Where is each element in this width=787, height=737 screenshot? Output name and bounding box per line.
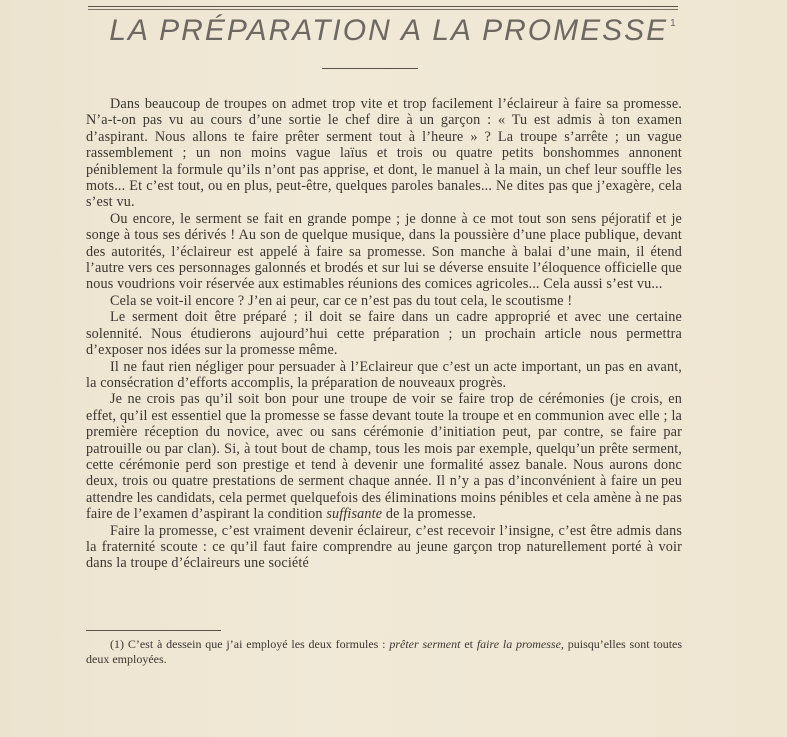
footnote-term-2: faire la promesse, [476,637,564,651]
footnote-text-a: C’est à dessein que j’ai employé les deux formules : [127,637,386,651]
paragraph-6-text: Je ne crois pas qu’il soit bon pour une troupe de voir se faire trop de cérémonies (je crois, en effet, qu’il est essentiel que la promesse se fasse devant toute la troupe et en communion avec elle ; la première réception du novice, avec ou sans cérémonie d’initiation peut, par contre, se faire par patrouille ou par clan). Si, à tout bout de champ, tous les mois par exemple, quelqu’un prête serment, cette cérémonie perd son prestige et tend à devenir une formalité assez banale. Nous aurons donc deux, trois ou quatre prestations de serment chaque année. Il n’y a pas d’inconvénient à faire un peu attendre les candidats, cela permet quelquefois des éliminations moins pénibles et cela amène à ne pas faire de l’examen d’aspirant la condition [86,391,682,523]
title-text: LA PRÉPARATION A LA PROMESSE [109,14,669,47]
page-title [0,14,787,48]
paragraph-6 [86,391,682,522]
top-rule [88,6,678,7]
paragraph-3: Cela se voit-il encore ? J’en ai peur, car ce n’est pas du tout cela, le scoutisme ! [110,292,573,309]
paragraph-5: Il ne faut rien négliger pour persuader à l’Eclaireur que c’est un acte important, un pas en avant, la consécration d’efforts accomplis, la préparation de nouveaux progrès. [86,358,682,391]
title-footnote-marker: 1 [670,18,678,29]
paragraph-6-end: de la promesse. [385,506,477,523]
footnote-separator [86,630,221,631]
footnote-text [86,637,682,666]
footnote [86,637,682,666]
footnote-number: (1) [110,637,124,651]
article-body [86,96,682,572]
paragraph-4: Le serment doit être préparé ; il doit se faire dans un cadre approprié et avec une certaine solennité. Nous étudierons aujourd’hui cette préparation ; un prochain article nous permettra d’exposer nos idées sur la promesse même. [86,309,682,359]
footnote-text-b: puisqu’elles sont toutes deux employées. [86,637,683,666]
paragraph-6-emphasis: suffisante [326,506,383,523]
footnote-term-1: prêter serment [389,637,461,651]
title-separator [322,68,418,69]
footnote-joiner: et [464,637,473,651]
top-rule-secondary [88,9,678,10]
paragraph-1: Dans beaucoup de troupes on admet trop vite et trop facilement l’éclaireur à faire sa promesse. N’a-t-on pas vu au cours d’une sortie le chef dire à un garçon : « Tu est admis à ton examen d’aspirant. Nous allons te faire prêter serment tout à l’heure » ? La troupe s’arrête ; un vague rassemblement ; un non moins vague laïus et trois ou quatre petits bonshommes annonent péniblement la formule qu’ils n’ont pas apprise, et dont, le manuel à la main, un chef leur souffle les mots... Et c’est tout, ou en plus, peut-être, quelques paroles banales... Ne dites pas que j’exagère, cela s’est vu. [86,96,682,211]
paragraph-7: Faire la promesse, c’est vraiment devenir éclaireur, c’est recevoir l’insigne, c’est être admis dans la fraternité scoute : ce qu’il faut faire comprendre au jeune garçon trop naturellement porté à voir dans la troupe d’éclaireurs une société [86,522,682,572]
paragraph-2: Ou encore, le serment se fait en grande pompe ; je donne à ce mot tout son sens péjoratif et je songe à tous ses dérivés ! Au son de quelque musique, dans la poussière d’une place publique, devant des autorités, l’éclaireur est appelé à faire sa promesse. Son manche à balai d’une main, il étend l’autre vers ces personnages galonnés et brodés et sur lui se déverse ensuite l’éloquence officielle que nous voudrions voir réservée aux estimables réunions des comices agricoles... Cela aussi s’est vu... [86,210,682,293]
